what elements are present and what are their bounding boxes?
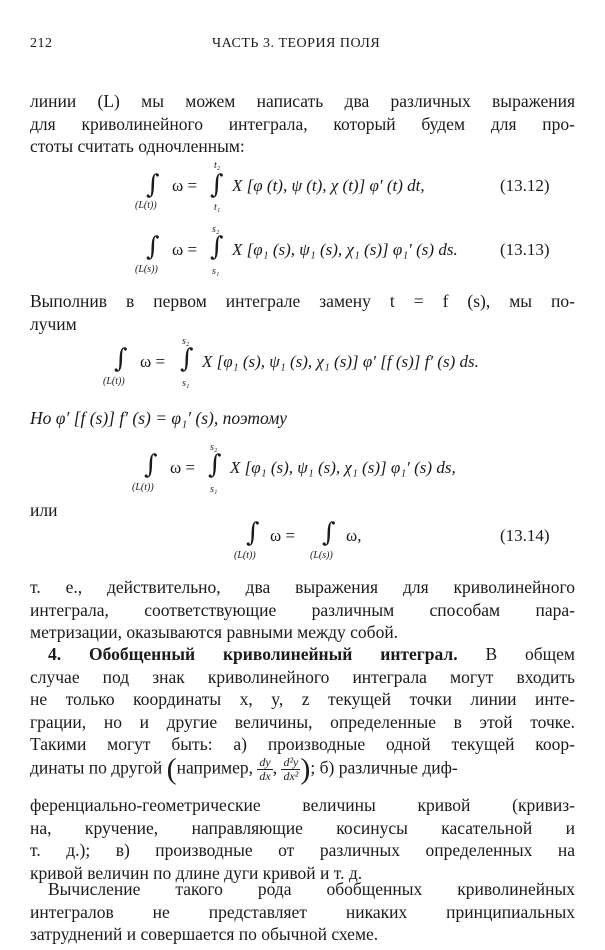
final-paragraph <box>30 878 575 946</box>
intro-paragraph <box>30 90 575 158</box>
upper-limit: s₂ <box>210 442 218 453</box>
text-line: грации, но и другие величины, определенные в этой точке. <box>30 711 575 732</box>
text-line: не только координаты x, y, z текущей точки линии инте- <box>30 689 575 709</box>
integral-sign: ∫ <box>210 232 224 262</box>
integrand: X [φ₁ (s), ψ₁ (s), χ₁ (s)] φ′ [f (s)] f′ (s) ds. <box>202 352 479 371</box>
integral-sign: ∫ <box>322 518 336 548</box>
integrand: X [φ₁ (s), ψ₁ (s), χ₁ (s)] φ₁′ (s) ds, <box>230 458 456 477</box>
text-line: т. д.); в) производные от различных определенных на <box>30 840 575 860</box>
lower-limit: s₁ <box>182 378 190 389</box>
text-line: т. е., действительно, два выражения для криволинейного <box>30 577 575 597</box>
integral-sign: ∫ <box>208 450 222 480</box>
example-word: например, <box>176 757 253 778</box>
lower-limit: s₁ <box>210 484 218 495</box>
omega-equals: ω = <box>270 526 296 545</box>
text-line: на, кручение, направляющие косинусы касательной и <box>30 817 575 838</box>
text-line: Вычисление такого рода обобщенных криволинейных <box>48 879 575 899</box>
text-line <box>30 643 575 666</box>
text-line: затруднений и совершается по обычной схеме. <box>30 924 379 944</box>
or-word: или <box>30 500 58 520</box>
heading-tail: В общем <box>457 644 575 664</box>
numerator: dy <box>259 755 271 769</box>
denominator: dx <box>259 769 271 783</box>
fraction-dy-dx <box>257 756 272 783</box>
integral-sign: ∫ <box>146 170 160 200</box>
lower-limit: s₁ <box>212 266 220 277</box>
text-fragment: динаты по другой <box>30 757 163 778</box>
omega-equals: ω = <box>172 176 198 195</box>
omega: ω, <box>346 526 362 545</box>
integral-region: (L(t)) <box>135 200 157 211</box>
left-paren: ( <box>166 752 177 786</box>
text-line: Выполнив в первом интеграле замену t = f (s), мы по- <box>30 291 575 311</box>
denominator: dx² <box>283 769 299 783</box>
text-line: метризации, оказываются равными между собой. <box>30 622 399 642</box>
substitution-paragraph <box>30 290 575 335</box>
omega-equals: ω = <box>172 240 198 259</box>
integral-region: (L(s)) <box>135 264 158 275</box>
section-4-paragraph <box>30 643 575 756</box>
conclusion-paragraph <box>30 576 575 644</box>
integrand: X [φ₁ (s), ψ₁ (s), χ₁ (s)] φ₁′ (s) ds. <box>232 240 458 259</box>
text-line: интегралов не представляет никаких принципиальных <box>30 901 575 922</box>
right-paren: ) <box>300 752 311 786</box>
integral-sign: ∫ <box>114 344 128 374</box>
text-line: для криволинейного интеграла, который будем для про- <box>30 113 575 134</box>
omega-equals: ω = <box>140 352 166 371</box>
integral-region-t: (L(t)) <box>234 550 256 561</box>
text-line: Такими могут быть: а) производные одной текущей коор- <box>30 734 575 754</box>
section-4-continuation <box>30 794 575 884</box>
section-heading: 4. Обобщенный криволинейный интеграл. <box>48 644 458 664</box>
upper-limit: s₂ <box>212 224 220 235</box>
derivatives-line: динаты по другой (например, $\frac{dy}{dx}$ , $\frac{\text{d²y}}{\text{dx²}}$ ); б) различные диф- <box>30 752 458 786</box>
integrand: X [φ (t), ψ (t), χ (t)] φ′ (t) dt, <box>232 176 425 195</box>
upper-limit: t₂ <box>214 160 221 171</box>
text-line: стоты считать одночленным: <box>30 136 245 156</box>
equation-number: (13.14) <box>500 526 550 545</box>
text-line: кривой величин по длине дуги кривой и т. д. <box>30 862 363 883</box>
numerator: d²y <box>283 755 299 769</box>
fraction-d2y-dx2 <box>281 756 300 783</box>
upper-limit: s₂ <box>182 336 190 347</box>
page-number: 212 <box>30 36 53 51</box>
text-fragment: ; б) различные диф- <box>310 757 458 778</box>
identity-line: Но φ′ [f (s)] f′ (s) = φ₁′ (s), поэтому <box>30 408 288 428</box>
running-title: ЧАСТЬ 3. ТЕОРИЯ ПОЛЯ <box>212 36 381 51</box>
text-line: интеграла, соответствующие различным способам пара- <box>30 599 575 620</box>
integral-region: (L(t)) <box>103 376 125 387</box>
equation-number: (13.13) <box>500 240 550 259</box>
integral-sign: ∫ <box>146 232 160 262</box>
omega-equals: ω = <box>170 458 196 477</box>
lower-limit: t₁ <box>214 202 221 213</box>
integral-sign: ∫ <box>246 518 260 548</box>
text-line: ференциально-геометрические величины кривой (кривиз- <box>30 795 575 815</box>
integral-sign: ∫ <box>210 170 224 200</box>
integral-region: (L(t)) <box>132 482 154 493</box>
integral-sign: ∫ <box>144 450 158 480</box>
text-line: лучим <box>30 313 77 334</box>
integral-sign: ∫ <box>180 344 194 374</box>
integral-region-s: (L(s)) <box>310 550 333 561</box>
text-line: линии (L) мы можем написать два различных выражения <box>30 91 575 111</box>
text-line: случае под знак криволинейного интеграла могут входить <box>30 666 575 687</box>
equation-number: (13.12) <box>500 176 550 195</box>
